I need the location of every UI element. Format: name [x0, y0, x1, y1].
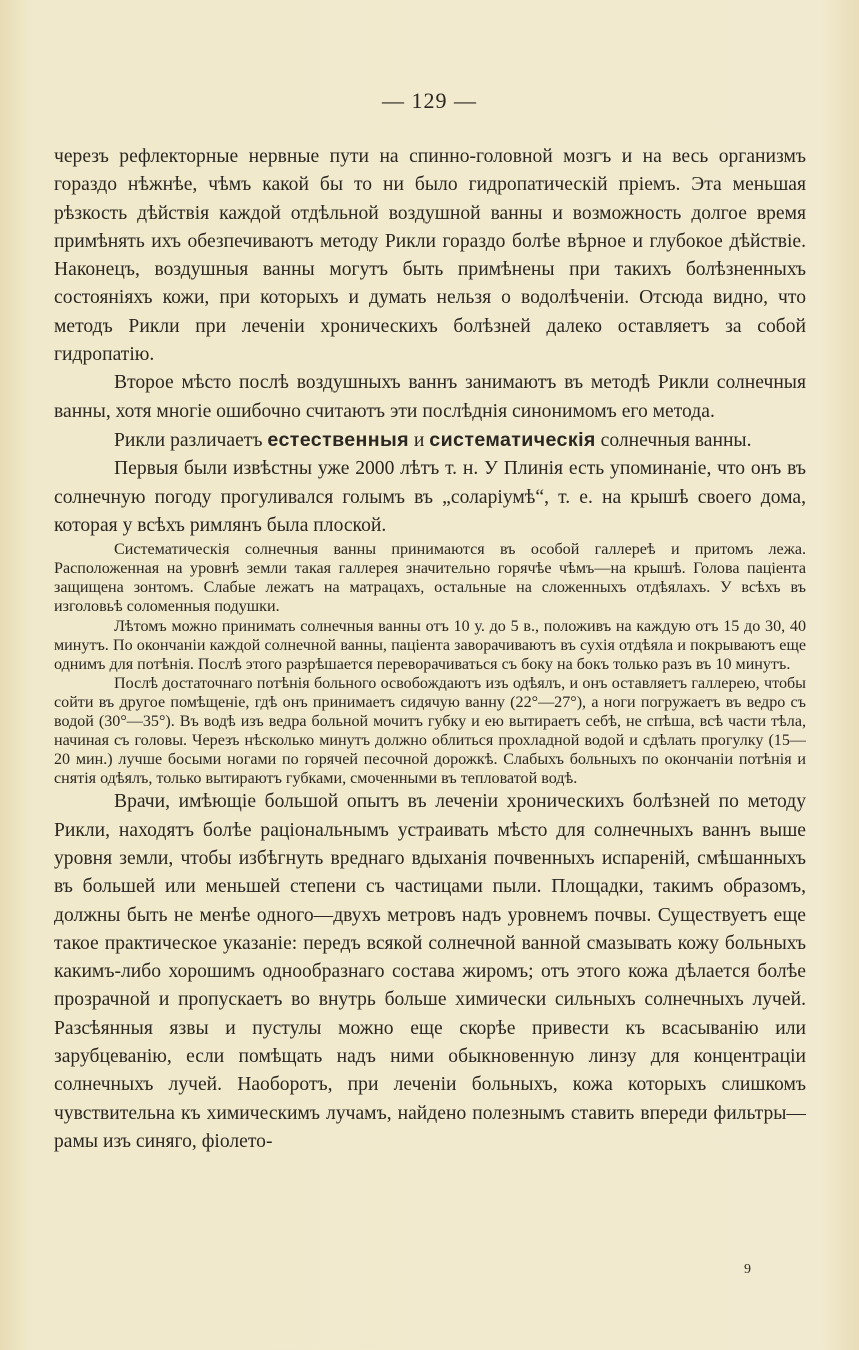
paragraph: Систематическія солнечныя ванны принимаются въ особой галлереѣ и притомъ лежа. Расположенная на уровнѣ земли такая галлерея значительно горячѣе чѣмъ—на крышѣ. Голова паціента защищена зонтомъ. Слабые лежатъ на матрацахъ, остальные на сложенныхъ отдѣялахъ. У всѣхъ въ изголовьѣ соломенныя подушки.	[54, 541, 806, 616]
paragraph: Послѣ достаточнаго потѣнія больного освобождаютъ изъ одѣялъ, и онъ оставляетъ галлерею, чтобы сойти въ другое помѣщеніе, гдѣ онъ принимаетъ сидячую ванну (22°—27°), а ноги погружаетъ въ ведро съ водой (30°—35°). Въ водѣ изъ ведра больной мочитъ губку и ею вытираетъ себѣ, не спѣша, всѣ части тѣла, начиная съ головы. Черезъ нѣсколько минутъ должно облиться прохладной водой и сдѣлать прогулку (15—20 мин.) лучше босыми ногами по горячей песочной дорожкѣ. Слабыхъ больныхъ по окончаніи потѣнія и снятія одѣялъ, только вытираютъ губками, смоченными въ тепловатой водѣ.	[54, 674, 806, 788]
text-block-large-2	[54, 788, 806, 1156]
text-block-large-1	[54, 143, 806, 540]
paragraph	[54, 426, 806, 455]
paragraph: Второе мѣсто послѣ воздушныхъ ваннъ занимаютъ въ методѣ Рикли солнечныя ванны, хотя многіе ошибочно считаютъ эти послѣднія синонимомъ его метода.	[54, 372, 806, 422]
page-text	[54, 143, 806, 1156]
paragraph: черезъ рефлекторные нервные пути на спинно-головной мозгъ и на весь организмъ гораздо нѣжнѣе, чѣмъ какой бы то ни было гидропатическій пріемъ. Эта меньшая рѣзкость дѣйствія каждой отдѣльной воздушной ванны и возможность долгое время примѣнять ихъ обезпечиваютъ методу Рикли гораздо болѣе вѣрное и глубокое дѣйствіе. Наконецъ, воздушныя ванны могутъ быть примѣнены при такихъ болѣзненныхъ состояніяхъ кожи, при которыхъ и думать нельзя о водолѣченіи. Отсюда видно, что методъ Рикли при леченіи хроническихъ болѣзней далеко оставляетъ за собой гидропатію.	[54, 146, 806, 366]
emphasis-term: естественныя	[267, 428, 409, 451]
text-run: и	[409, 429, 430, 451]
paragraph: Первыя были извѣстны уже 2000 лѣтъ т. н. У Плинія есть упоминаніе, что онъ въ солнечную погоду прогуливался голымъ въ „соларіумѣ“, т. е. на крышѣ своего дома, которая у всѣхъ римлянъ была плоской.	[54, 458, 806, 536]
text-run: солнечныя ванны.	[595, 429, 752, 451]
emphasis-term: систематическія	[429, 428, 596, 451]
paragraph: Лѣтомъ можно принимать солнечныя ванны отъ 10 у. до 5 в., положивъ на каждую отъ 15 до 30, 40 минутъ. По окончаніи каждой солнечной ванны, паціента заворачиваютъ въ сухія отдѣяла и покрываютъ еще однимъ для потѣнія. Послѣ этого разрѣшается переворачиваться съ боку на бокъ только разъ въ 10 минутъ.	[54, 617, 806, 673]
page-number: — 129 —	[382, 88, 477, 113]
signature-mark: 9	[744, 1262, 751, 1277]
text-block-small	[54, 540, 806, 788]
text-run: Рикли различаетъ	[114, 429, 268, 451]
paragraph: Врачи, имѣющіе большой опытъ въ леченіи хроническихъ болѣзней по методу Рикли, находятъ болѣе раціональнымъ устраивать мѣсто для солнечныхъ ваннъ выше уровня земли, чтобы избѣгнуть вреднаго вдыханія почвенныхъ испареній, смѣшанныхъ въ большей или меньшей степени съ частицами пыли. Площадки, такимъ образомъ, должны быть не менѣе одного—двухъ метровъ надъ уровнемъ почвы. Существуетъ еще такое практическое указаніе: передъ всякой солнечной ванной смазывать кожу больныхъ какимъ-либо хорошимъ однообразнаго состава жиромъ; отъ этого кожа дѣлается болѣе прозрачной и пропускаетъ во внутрь больше химически сильныхъ солнечныхъ лучей. Разсѣянныя язвы и пустулы можно еще скорѣе привести къ всасыванію или зарубцеванію, если помѣщать надъ ними обыкновенную линзу для концентраціи солнечныхъ лучей. Наоборотъ, при леченіи больныхъ, кожа которыхъ слишкомъ чувствительна къ химическимъ лучамъ, найдено полезнымъ ставить впереди фильтры—рамы изъ синяго, фіолето-	[54, 791, 806, 1152]
